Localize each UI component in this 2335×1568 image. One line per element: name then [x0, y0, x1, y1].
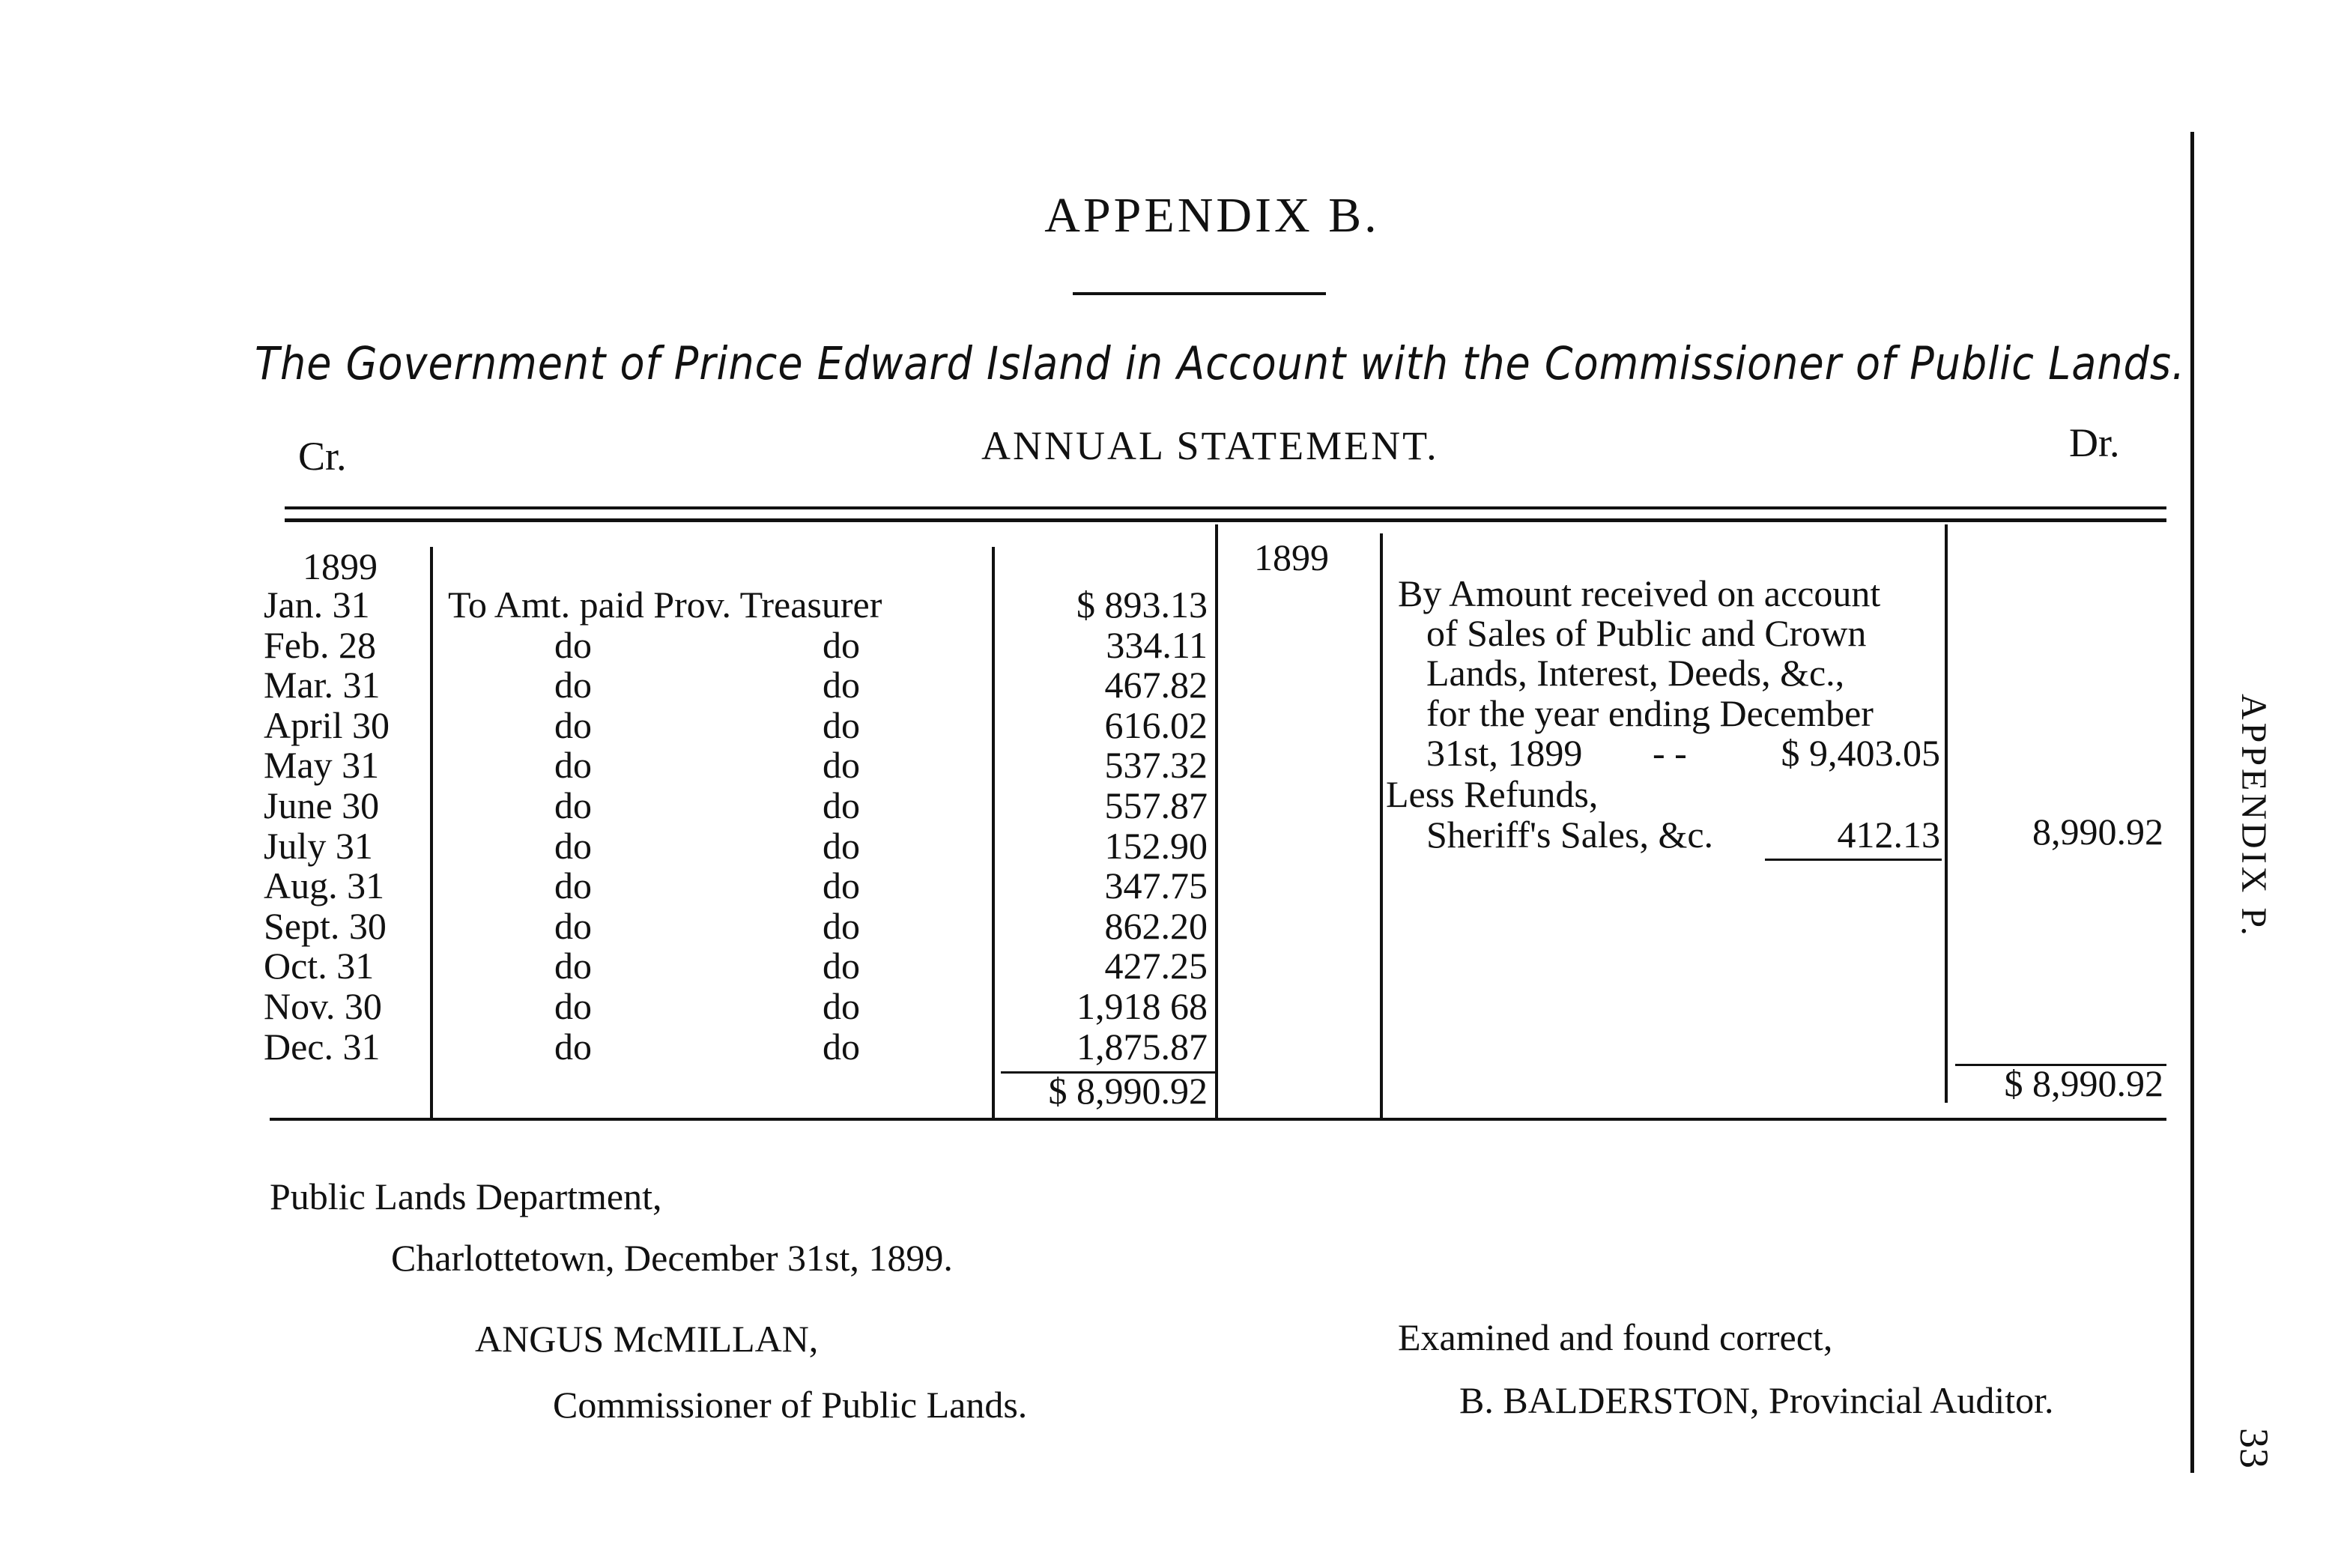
row-description: do: [554, 704, 592, 746]
row-date: April 30: [264, 704, 390, 746]
row-date: Dec. 31: [264, 1026, 381, 1068]
column-divider-amount: [1215, 524, 1218, 1118]
column-divider-date: [430, 547, 433, 1118]
row-description: do: [823, 985, 860, 1027]
row-amount: 537.32: [1104, 744, 1208, 786]
left-year: 1899: [303, 545, 378, 587]
row-description: do: [554, 664, 592, 706]
receipts-line-2: of Sales of Public and Crown: [1426, 612, 1867, 654]
gross-receipts-amount: $ 9,403.05: [1781, 732, 1940, 774]
row-description: do: [554, 744, 592, 786]
row-date: Sept. 30: [264, 905, 387, 947]
row-date: Nov. 30: [264, 985, 382, 1027]
net-receipts-amount: 8,990.92: [2032, 811, 2163, 853]
debit-label: Dr.: [2069, 420, 2120, 465]
credit-label: Cr.: [298, 434, 347, 479]
row-date: Mar. 31: [264, 664, 381, 706]
refund-rule: [1765, 859, 1942, 861]
row-description: do: [554, 1026, 592, 1068]
row-description: do: [823, 664, 860, 706]
side-heading: APPENDIX P.: [2234, 694, 2274, 939]
row-amount: $ 893.13: [1076, 584, 1208, 626]
row-description: do: [823, 905, 860, 947]
row-amount: 616.02: [1104, 704, 1208, 746]
row-date: May 31: [264, 744, 380, 786]
row-description: do: [823, 1026, 860, 1068]
row-description: do: [554, 624, 592, 666]
row-description: do: [823, 624, 860, 666]
table-top-rule-1: [285, 506, 2166, 509]
refunds-heading: Less Refunds,: [1386, 773, 1599, 815]
receipts-line-4: for the year ending December: [1426, 692, 1874, 734]
row-amount: 334.11: [1106, 624, 1208, 666]
row-description: To Amt. paid Prov. Treasurer: [448, 584, 882, 626]
page-number: 33: [2232, 1428, 2277, 1468]
row-amount: 152.90: [1104, 825, 1208, 867]
row-description: do: [554, 905, 592, 947]
column-divider-description: [992, 547, 995, 1118]
row-amount: 1,918 68: [1076, 985, 1208, 1027]
row-description: do: [554, 985, 592, 1027]
receipts-line-3: Lands, Interest, Deeds, &c.,: [1426, 652, 1845, 694]
row-date: Feb. 28: [264, 624, 376, 666]
right-year: 1899: [1254, 536, 1329, 578]
receipts-line-5-dashes: - -: [1653, 732, 1687, 774]
right-total: $ 8,990.92: [2004, 1062, 2163, 1104]
row-description: do: [823, 744, 860, 786]
row-description: do: [823, 945, 860, 987]
row-amount: 557.87: [1104, 784, 1208, 826]
examination-line: Examined and found correct,: [1398, 1316, 1833, 1358]
refunds-amount: 412.13: [1837, 814, 1940, 856]
row-amount: 467.82: [1104, 664, 1208, 706]
account-subtitle: The Government of Prince Edward Island in Account with the Commissioner of Public Lands.: [255, 337, 2186, 390]
row-date: Aug. 31: [264, 865, 385, 906]
receipts-line-1: By Amount received on account: [1398, 572, 1881, 614]
receipts-line-5: 31st, 1899: [1426, 732, 1583, 774]
row-date: Oct. 31: [264, 945, 375, 987]
row-description: do: [823, 825, 860, 867]
table-bottom-rule: [270, 1118, 2166, 1121]
row-description: do: [823, 865, 860, 906]
row-description: do: [554, 784, 592, 826]
refunds-line: Sheriff's Sales, &c.: [1426, 814, 1714, 856]
heading-rule: [1073, 292, 1326, 295]
row-description: do: [823, 704, 860, 746]
column-divider-right-date: [1380, 533, 1383, 1118]
signer-title: Commissioner of Public Lands.: [553, 1384, 1028, 1426]
appendix-heading: APPENDIX B.: [1044, 188, 1380, 243]
place-date-line: Charlottetown, December 31st, 1899.: [391, 1237, 953, 1279]
row-amount: 427.25: [1104, 945, 1208, 987]
row-date: June 30: [264, 784, 380, 826]
row-description: do: [554, 865, 592, 906]
row-date: July 31: [264, 825, 373, 867]
row-description: do: [554, 825, 592, 867]
row-date: Jan. 31: [264, 584, 370, 626]
row-amount: 347.75: [1104, 865, 1208, 906]
page-margin-rule: [2190, 132, 2194, 1473]
row-description: do: [554, 945, 592, 987]
column-divider-right-amount: [1945, 524, 1948, 1103]
department-line: Public Lands Department,: [270, 1175, 662, 1217]
row-amount: 1,875.87: [1076, 1026, 1208, 1068]
statement-title: ANNUAL STATEMENT.: [981, 423, 1439, 468]
row-description: do: [823, 784, 860, 826]
left-total: $ 8,990.92: [1048, 1070, 1208, 1112]
auditor-signature: B. BALDERSTON, Provincial Auditor.: [1459, 1379, 2054, 1421]
row-amount: 862.20: [1104, 905, 1208, 947]
signer-name: ANGUS McMILLAN,: [475, 1318, 819, 1360]
table-top-rule-2: [285, 518, 2166, 522]
